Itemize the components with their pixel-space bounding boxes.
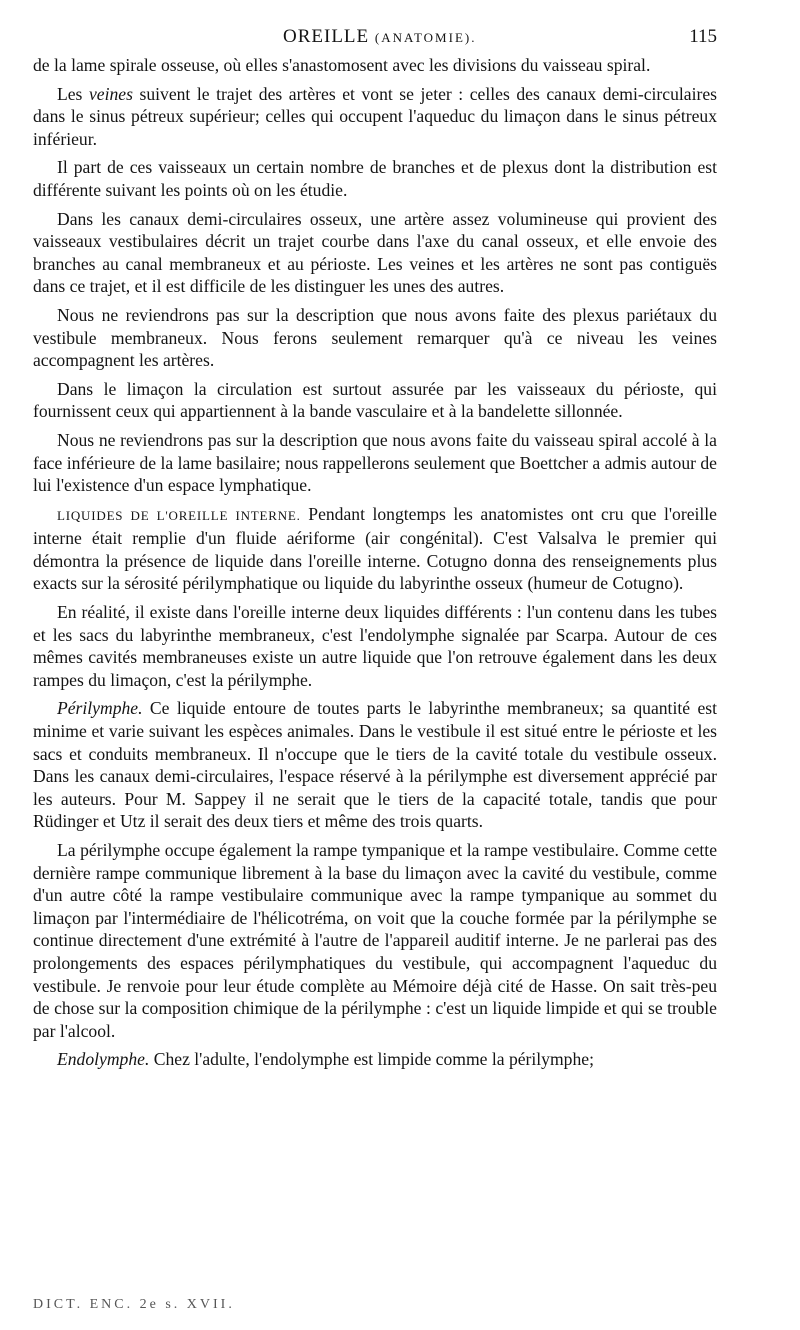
paragraph-text: suivent le trajet des artères et vont se jeter : celles des canaux demi-circulaires dans le sinus pétreux supérieur; celles qui occupent l'aqueduc du limaçon dans le sinus pétreux inférieur. bbox=[33, 83, 718, 149]
paragraph bbox=[33, 54, 717, 77]
paragraph-text: Dans les canaux demi-circulaires osseux, une artère assez volumineuse qui provient des vaisseaux vestibulaires décrit un trajet courbe dans l'axe du canal osseux, et elle envoie des branches au canal membraneux et au périoste. Les veines et les artères ne sont pas contiguës dans ce trajet, et il est difficile de les distinguer les unes des autres. bbox=[33, 208, 717, 297]
paragraph bbox=[33, 208, 717, 298]
running-head bbox=[33, 26, 717, 54]
paragraph-text: Nous ne reviendrons pas sur la description que nous avons faite du vaisseau spiral accolé à la face inférieure de la lame basilaire; nous rappellerons seulement que Boettcher a admis autour de lui l'existence d'un espace lymphatique. bbox=[33, 429, 717, 496]
page-number: 115 bbox=[689, 26, 717, 47]
footer-signature bbox=[33, 1294, 717, 1312]
page-title bbox=[283, 26, 476, 48]
paragraph-text: Dans le limaçon la circulation est surtout assurée par les vaisseaux du périoste, qui fournissent ceux qui appartiennent à la bande vasculaire et à la bandelette sillonnée. bbox=[33, 378, 717, 422]
section-heading: LIQUIDES DE L'OREILLE INTERNE. bbox=[57, 507, 301, 523]
paragraph bbox=[33, 503, 717, 595]
lead-in-prefix: Les bbox=[57, 83, 83, 104]
paragraph bbox=[33, 83, 717, 151]
paragraph bbox=[33, 697, 717, 833]
paragraph bbox=[33, 304, 717, 372]
paragraph-text: Il part de ces vaisseaux un certain nombre de branches et de plexus dont la distribution est différente suivant les points où on les étudie. bbox=[33, 157, 717, 200]
lead-in-term: veines bbox=[88, 83, 133, 104]
paragraph-text: Ce liquide entoure de toutes parts le labyrinthe membraneux; sa quantité est minime et varie suivant les espèces animales. Dans le vestibule il est situé entre le périoste et les sacs et conduits membraneux. Il n'occupe que le tiers de la cavité totale du vestibule osseux. Dans les canaux demi-circulaires, l'espace réservé à la périlymphe est diversement apprécié par les auteurs. Pour M. Sappey il ne serait que le tiers de la capacité totale, tandis que pour Rüdinger et Utz il serait des deux tiers et même des trois quarts. bbox=[33, 698, 717, 832]
document-page bbox=[33, 26, 717, 1311]
lead-in-term: Endolymphe. bbox=[57, 1049, 150, 1070]
paragraph-text: La périlymphe occupe également la rampe tympanique et la rampe vestibulaire. Comme cette dernière rampe communique librement à la base du limaçon avec la cavité du vestibule, comme d'un autre côté la rampe vestibulaire communique avec la rampe tympanique au sommet du limaçon par l'intermédiaire de l'hélicotréma, on voit que la couche formée par la périlymphe se continue directement d'une extrémité à l'autre de l'appareil auditif interne. Je ne parlerai pas des prolongements des espaces périlymphatiques du vestibule, qui accompagnent l'aqueduc du vestibule. Je renvoie pour leur étude complète au Mémoire déjà cité de Hasse. On sait très-peu de chose sur la composition chimique de la périlymphe : c'est un liquide limpide et qui se trouble par l'alcool. bbox=[33, 840, 717, 1041]
page-title-sub: (ANATOMIE). bbox=[374, 30, 477, 45]
body-text bbox=[33, 54, 717, 1071]
footer-text: DICT. ENC. 2e s. XVII. bbox=[33, 1297, 235, 1312]
paragraph bbox=[33, 601, 717, 691]
paragraph bbox=[33, 429, 717, 497]
paragraph-text: Chez l'adulte, l'endolymphe est limpide comme la périlymphe; bbox=[153, 1049, 594, 1070]
page-title-main: OREILLE bbox=[283, 26, 370, 47]
paragraph-text: Pendant longtemps les anatomistes ont cru que l'oreille interne était remplie d'un fluide aériforme (air congénital). C'est Valsalva le premier qui démontra la présence de liquide dans l'oreille interne. Cotugno donna des renseignements plus exacts sur la sérosité périlymphatique ou liquide du labyrinthe osseux (humeur de Cotugno). bbox=[33, 503, 717, 594]
paragraph bbox=[33, 839, 717, 1042]
paragraph-text: de la lame spirale osseuse, où elles s'anastomosent avec les divisions du vaisseau spiral. bbox=[33, 55, 651, 75]
paragraph bbox=[33, 1048, 717, 1071]
lead-in-term: Périlymphe. bbox=[57, 698, 143, 719]
paragraph-text: En réalité, il existe dans l'oreille interne deux liquides différents : l'un contenu dans les tubes et les sacs du labyrinthe membraneux, c'est l'endolymphe signalée par Scarpa. Autour de ces mêmes cavités membraneuses existe un autre liquide que l'on retrouve également dans les deux rampes du limaçon, c'est la périlymphe. bbox=[33, 602, 717, 690]
paragraph bbox=[33, 378, 717, 423]
paragraph-text: Nous ne reviendrons pas sur la description que nous avons faite des plexus pariétaux du vestibule membraneux. Nous ferons seulement remarquer qu'à ce niveau les veines accompagnent les artères. bbox=[33, 304, 717, 371]
paragraph bbox=[33, 156, 717, 201]
